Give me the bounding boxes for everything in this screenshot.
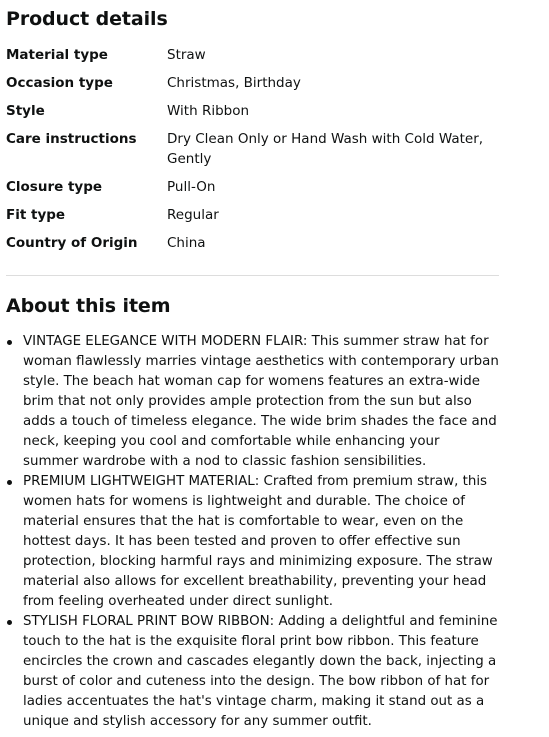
detail-label: Occasion type	[6, 75, 113, 91]
detail-label: Country of Origin	[6, 235, 138, 251]
detail-label: Closure type	[6, 179, 103, 195]
bullet-dot-icon	[7, 620, 12, 625]
detail-label: Material type	[6, 47, 108, 63]
feature-bullet	[6, 472, 499, 612]
feature-bullet-text: STYLISH FLORAL PRINT BOW RIBBON: Adding a delightful and feminine touch to the hat is the exquisite floral print bow ribbon. This feature encircles the crown and cascades elegantly down the back, injecting a burst of color and cuteness into the design. The bow ribbon of hat for ladies accentuates the hat's vintage charm, making it stand out as a unique and stylish accessory for any summer outfit.	[23, 614, 498, 729]
detail-label: Style	[6, 103, 45, 119]
detail-row-fit-type	[6, 205, 499, 233]
about-item-heading: About this item	[6, 295, 171, 317]
bullet-dot-icon	[7, 340, 12, 345]
feature-bullet-text: VINTAGE ELEGANCE WITH MODERN FLAIR: This summer straw hat for woman flawlessly marries vintage aesthetics with contemporary urban style. The beach hat woman cap for womens features an extra-wide brim that not only provides ample protection from the sun but also adds a touch of timeless elegance. The wide brim shades the face and neck, keeping you cool and comfortable while enhancing your summer wardrobe with a nod to classic fashion sensibilities.	[23, 334, 499, 469]
detail-value: China	[167, 235, 206, 251]
detail-label: Fit type	[6, 207, 66, 223]
detail-row-care-instructions	[6, 129, 499, 177]
feature-bullet	[6, 612, 499, 732]
detail-row-style	[6, 101, 499, 129]
feature-bullet-list	[6, 332, 499, 732]
detail-row-material-type	[6, 45, 499, 73]
product-details-heading: Product details	[6, 8, 168, 30]
detail-value: Dry Clean Only or Hand Wash with Cold Water, Gently	[167, 131, 484, 167]
product-details-table	[6, 45, 499, 261]
detail-row-closure-type	[6, 177, 499, 205]
detail-row-occasion-type	[6, 73, 499, 101]
detail-value: With Ribbon	[167, 103, 250, 119]
detail-value: Straw	[167, 47, 206, 63]
detail-value: Regular	[167, 207, 219, 223]
detail-row-country-of-origin	[6, 233, 499, 261]
section-divider	[6, 275, 499, 276]
feature-bullet	[6, 332, 499, 472]
bullet-dot-icon	[7, 480, 12, 485]
detail-value: Christmas, Birthday	[167, 75, 301, 91]
detail-label: Care instructions	[6, 131, 137, 147]
feature-bullet-text: PREMIUM LIGHTWEIGHT MATERIAL: Crafted from premium straw, this women hats for womens is lightweight and durable. The choice of material ensures that the hat is comfortable to wear, even on the hottest days. It has been tested and proven to offer effective sun protection, blocking harmful rays and minimizing exposure. The straw material also allows for excellent breathability, preventing your head from feeling overheated under direct sunlight.	[23, 474, 493, 609]
detail-value: Pull-On	[167, 179, 216, 195]
